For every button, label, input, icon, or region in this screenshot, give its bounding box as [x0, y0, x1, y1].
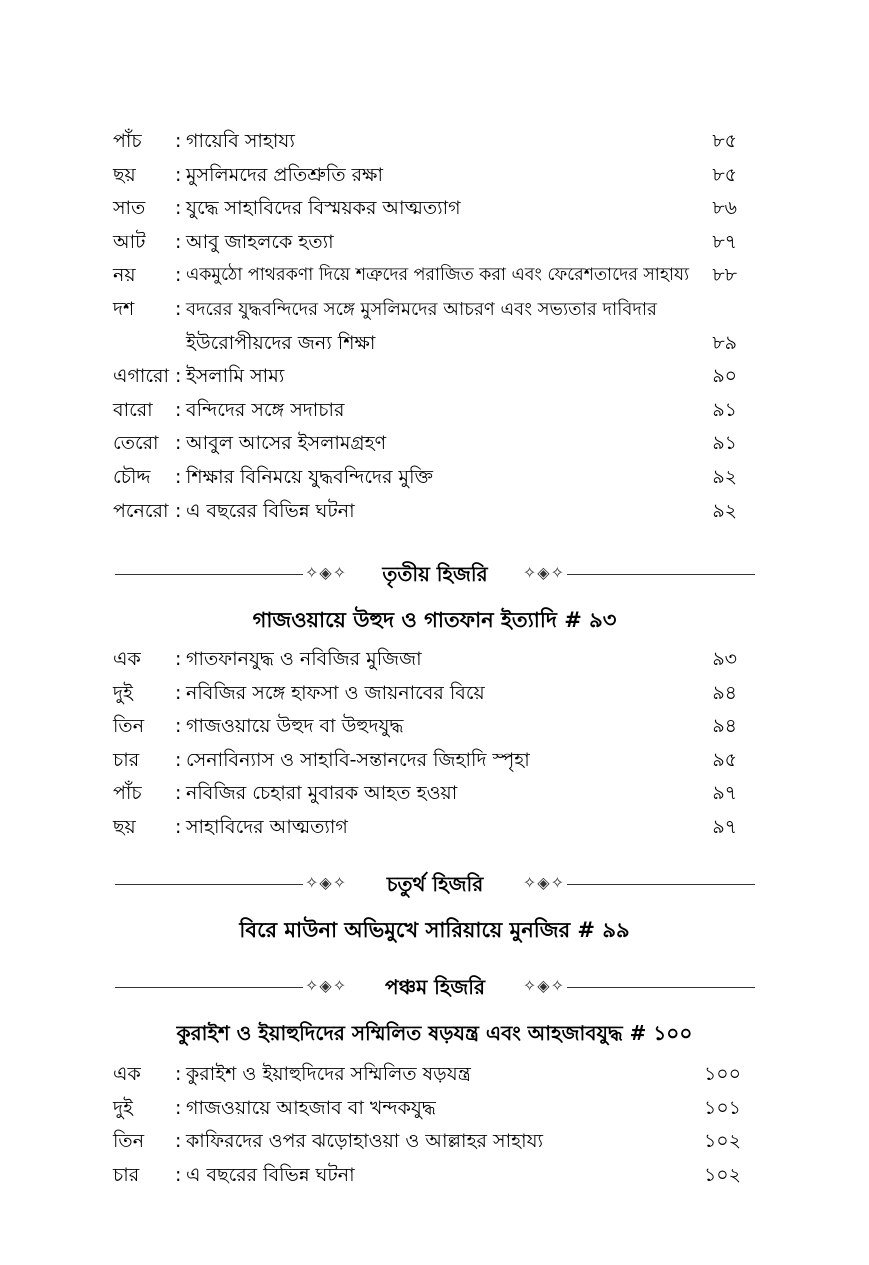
toc-page-number: ১০২: [703, 1163, 741, 1186]
toc-title: একমুঠো পাথরকণা দিয়ে শত্রুদের পরাজিত করা এবং ফেরেশতাদের সাহায্য: [186, 265, 690, 286]
toc-title: সেনাবিন্যাস ও সাহাবি-সন্তানদের জিহাদি স্পৃহা: [186, 748, 530, 771]
toc-colon: :: [175, 499, 182, 522]
toc-title: সাহাবিদের আত্মত্যাগ: [186, 815, 348, 838]
toc-title: কাফিরদের ওপর ঝড়োহাওয়া ও আল্লাহর সাহায্য: [186, 1130, 544, 1153]
toc-page-number: ৯১: [712, 432, 737, 455]
ornament-icon: ✧◈✧: [305, 873, 348, 892]
toc-num: পাঁচ: [113, 782, 142, 805]
toc-page-number: ৯৪: [712, 715, 737, 738]
toc-page-number: ৮৫: [712, 163, 737, 186]
divider-line: [567, 574, 755, 575]
toc-colon: :: [175, 398, 182, 421]
toc-page-number: ৯০: [712, 365, 737, 388]
toc-num: সাত: [113, 197, 146, 220]
toc-title: নবিজির সঙ্গে হাফসা ও জায়নাবের বিয়ে: [186, 681, 485, 704]
toc-row: [113, 744, 753, 778]
toc-row: [113, 677, 753, 711]
toc-page-number: ৯৪: [712, 681, 737, 704]
toc-page-number: ৯৩: [712, 648, 737, 670]
toc-colon: :: [175, 432, 182, 455]
toc-page-number: ৮৫: [712, 130, 737, 152]
toc-colon: :: [175, 681, 182, 704]
divider-line: [567, 987, 755, 988]
toc-row: [113, 360, 753, 394]
toc-title: গাজওয়ায়ে উহুদ বা উহুদযুদ্ধ: [186, 715, 404, 738]
section-heading: গাজওয়ায়ে উহুদ ও গাতফান ইত্যাদি # ৯৩: [252, 608, 617, 632]
toc-num: দুই: [113, 681, 133, 704]
toc-colon: :: [175, 130, 182, 152]
divider-label: তৃতীয় হিজরি: [382, 562, 488, 586]
toc-colon: :: [175, 365, 182, 388]
section-divider: [115, 973, 755, 1003]
toc-title: গাজওয়ায়ে আহজাব বা খন্দকযুদ্ধ: [186, 1096, 436, 1119]
toc-row: [113, 1092, 753, 1126]
toc-page-number: ৯১: [712, 398, 737, 421]
toc-row: [113, 293, 753, 327]
toc-title: গায়েবি সাহায্য: [186, 130, 295, 152]
ornament-icon: ✧◈✧: [522, 976, 565, 995]
toc-row: [113, 461, 753, 495]
toc-row: [113, 394, 753, 428]
ornament-icon: ✧◈✧: [305, 976, 348, 995]
toc-title: বন্দিদের সঙ্গে সদাচার: [186, 398, 345, 421]
toc-num: আট: [113, 230, 146, 253]
toc-title: আবুল আসের ইসলামগ্রহণ: [186, 432, 387, 455]
toc-title: কুরাইশ ও ইয়াহুদিদের সম্মিলিত ষড়যন্ত্র: [186, 1063, 471, 1085]
toc-row: [113, 811, 753, 845]
toc-row: [113, 1159, 753, 1193]
toc-colon: :: [175, 297, 182, 320]
toc-colon: :: [175, 465, 182, 488]
toc-page-number: ৯৭: [712, 815, 737, 838]
toc-colon: :: [175, 163, 182, 186]
toc-num: ছয়: [113, 815, 136, 838]
toc-row: [113, 226, 753, 260]
toc-num: এগারো: [113, 365, 170, 388]
divider-label: চতুর্থ হিজরি: [386, 872, 484, 896]
toc-page-number: ৯৫: [712, 748, 737, 771]
section-heading: বিরে মাউনা অভিমুখে সারিয়ায়ে মুনজির # ৯৯: [239, 918, 630, 942]
toc-num: তিন: [113, 715, 145, 738]
toc-num: এক: [113, 1063, 141, 1085]
toc-title: গাতফানযুদ্ধ ও নবিজির মুজিজা: [186, 648, 422, 670]
divider-line: [567, 884, 755, 885]
toc-row: [113, 427, 753, 461]
toc-row-continuation: [113, 327, 753, 361]
toc-row: [113, 192, 753, 226]
toc-row: [113, 125, 753, 159]
toc-row: [113, 495, 753, 529]
toc-num: বারো: [113, 398, 153, 421]
toc-num: দশ: [113, 297, 135, 320]
ornament-icon: ✧◈✧: [305, 563, 348, 582]
toc-page-number: ৯৭: [712, 782, 737, 805]
toc-num: এক: [113, 648, 141, 670]
toc-title: বদরের যুদ্ধবন্দিদের সঙ্গে মুসলিমদের আচরণ এবং সভ্যতার দাবিদার: [186, 298, 657, 320]
toc-row: [113, 159, 753, 193]
toc-row: [113, 1058, 753, 1092]
toc-title: যুদ্ধে সাহাবিদের বিস্ময়কর আত্মত্যাগ: [186, 197, 461, 220]
toc-title: এ বছরের বিভিন্ন ঘটনা: [186, 1163, 355, 1186]
toc-colon: :: [175, 230, 182, 253]
toc-title: শিক্ষার বিনিময়ে যুদ্ধবন্দিদের মুক্তি: [186, 465, 433, 488]
toc-row: [113, 1125, 753, 1159]
toc-colon: :: [175, 1096, 182, 1119]
toc-title: এ বছরের বিভিন্ন ঘটনা: [186, 499, 355, 522]
toc-page-number: ১০০: [703, 1063, 741, 1085]
toc-num: দুই: [113, 1096, 133, 1119]
toc-colon: :: [175, 715, 182, 738]
toc-list-section2: [113, 643, 753, 845]
toc-title: মুসলিমদের প্রতিশ্রুতি রক্ষা: [186, 163, 383, 186]
toc-colon: :: [175, 197, 182, 220]
toc-page-number: ৯২: [712, 465, 737, 488]
toc-title: নবিজির চেহারা মুবারক আহত হওয়া: [186, 782, 458, 805]
toc-colon: :: [175, 648, 182, 670]
toc-page-number: ৯২: [712, 499, 737, 522]
toc-num: চৌদ্দ: [113, 465, 151, 488]
ornament-icon: ✧◈✧: [522, 563, 565, 582]
toc-list-section3: [113, 1058, 753, 1192]
toc-title: আবু জাহলকে হত্যা: [186, 230, 334, 253]
toc-page-number: ১০১: [703, 1096, 741, 1119]
toc-page-number: ১০২: [703, 1130, 741, 1153]
toc-colon: :: [175, 748, 182, 771]
toc-page-number: ৮৭: [712, 230, 737, 253]
section-divider: [115, 560, 755, 590]
toc-num: পনেরো: [113, 499, 169, 522]
toc-colon: :: [175, 1063, 182, 1085]
toc-colon: :: [175, 815, 182, 838]
toc-page-number: ৮৬: [712, 197, 737, 220]
toc-num: চার: [113, 1163, 140, 1186]
toc-colon: :: [175, 1130, 182, 1153]
toc-num: তেরো: [113, 432, 159, 455]
toc-num: ছয়: [113, 163, 136, 186]
toc-row: [113, 643, 753, 677]
toc-colon: :: [175, 1163, 182, 1186]
toc-title: ইসলামি সাম্য: [186, 365, 285, 388]
section-heading: কুরাইশ ও ইয়াহুদিদের সম্মিলিত ষড়যন্ত্র এবং আহজাবযুদ্ধ # ১০০: [176, 1021, 693, 1045]
toc-row: [113, 259, 753, 293]
toc-colon: :: [175, 264, 182, 287]
section-divider: [115, 870, 755, 900]
toc-row: [113, 777, 753, 811]
toc-page-number: ৮৮: [712, 264, 737, 287]
toc-num: পাঁচ: [113, 130, 142, 152]
toc-num: চার: [113, 748, 140, 771]
toc-colon: :: [175, 782, 182, 805]
toc-page-number: ৮৯: [712, 331, 737, 354]
divider-label: পঞ্চম হিজরি: [385, 975, 485, 999]
toc-num: নয়: [113, 264, 136, 287]
toc-num: তিন: [113, 1130, 145, 1153]
toc-list-section1: [113, 125, 753, 528]
toc-row: [113, 710, 753, 744]
ornament-icon: ✧◈✧: [522, 873, 565, 892]
toc-title: ইউরোপীয়দের জন্য শিক্ষা: [186, 331, 376, 354]
